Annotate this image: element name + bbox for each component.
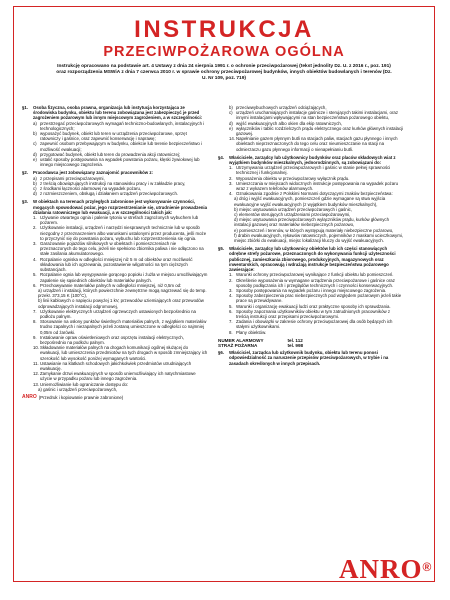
item-text: Zadania i obowiązki w zakresie ochrony przeciwpożarowej dla osób będących ich stałymi użytkownikami.	[236, 319, 393, 330]
item-text: Instalowanie opraw oświetleniowych oraz osprzętu instalacji elektrycznych, bezpośrednio na podłożu palnym.	[40, 334, 184, 345]
section-body	[229, 155, 404, 243]
alarm-phone: tel. 998	[287, 342, 304, 348]
item-text: Utrzymywania urządzeń przeciwpożarowych i gaśnic w stanie pełnej sprawności technicznej i funkcjonalnej.	[236, 165, 391, 176]
section-body	[33, 170, 208, 196]
item-marker: 1.	[229, 272, 233, 278]
item-marker: 2.	[33, 225, 37, 231]
item-text: przeciwwybuchowych urządzeń odciążających,	[236, 105, 327, 110]
section-body	[229, 105, 404, 152]
alarm-label: NUMER ALARMOWY	[218, 337, 264, 343]
item-text: Użytkowanie instalacji, urządzeń i narzędzi niesprawnych technicznie lub w sposób niezgodny z przeznaczeniem albo warunkami ustalonymi przez producenta, jeśli może to przyczynić się do powstania pożaru, wybuchu lub rozprzestrzenienia się ognia.	[40, 225, 207, 241]
item-text: z rozmieszczeniem, obsługą i działaniem urządzeń przeciwpożarowych.	[40, 191, 179, 197]
item-marker: 4.	[33, 256, 37, 262]
poster-title: INSTRUKCJA	[134, 16, 314, 43]
section-right_sections-1	[218, 155, 404, 243]
item-marker: 6.	[229, 308, 233, 314]
item-marker: 6.	[33, 282, 37, 288]
item-marker: a)	[33, 120, 37, 126]
item-text: Rozpalanie ognia lub wysypywanie gorącego popiołu i żużla w miejscu umożliwiającym zapalenie się sąsiednich obiektów lub materiałów palnych.	[40, 272, 208, 283]
alarm-label: STRAŻ POŻARNA	[218, 342, 258, 348]
copyright-note	[22, 395, 208, 400]
item-marker: c)	[229, 110, 233, 116]
list-item	[33, 157, 208, 167]
list-item	[33, 141, 208, 151]
list-item	[33, 335, 208, 345]
item-text: Rozpalanie ogniska w odległości mniejszej niż 5 m od obiektów oraz możliwość składowania lub ich ogrzewania, pozostawienie wilgotności na tym cięższych substancjach.	[40, 256, 193, 273]
list-item	[229, 126, 404, 136]
section-number: §2.	[22, 170, 29, 176]
item-marker: d)	[229, 120, 233, 126]
item-text: Zamykanie drzwi ewakuacyjnych w sposób uniemożliwiający ich natychmiastowe użycie w przypadku pożaru lub innego zagrożenia.	[40, 371, 196, 382]
item-text: Składowanie materiałów palnych na drogach komunikacji ogólnej służącej do ewakuacji, lub umieszczenia przedmiotów na tych drogach w sposób zmniejszający ich szerokość lub wysokość poniżej wymaganych wartości.	[40, 345, 208, 361]
item-marker: e)	[229, 125, 233, 131]
list-item	[33, 215, 208, 225]
item-marker: 14.	[229, 136, 236, 142]
list-item	[229, 293, 404, 303]
item-text: d) miejsc usytuowania przeciwpożarowych wyłączników prądu, kurków głównych instalacji gazowej oraz materiałów niebezpiecznych pożarowo,	[234, 217, 389, 228]
legal-basis-intro: Instrukcję opracowano na podstawie art. 4 Ustawy z dnia 24 sierpnia 1991 r. o ochronie przeciwpożarowej (tekst jednolity Dz. U. z 2016 r., poz. 191) oraz rozporządzenia MSWiA z dnia 7 czerwca 2010 r. w sprawie ochrony przeciwpożarowej budynków, innych obiektów budowlanych i terenów (Dz. U. Nr 109, poz. 719)	[56, 64, 392, 82]
item-text: Określenie wyposażenia w wymagane urządzenia przeciwpożarowe i gaśnice oraz sposoby podłączania ich i przeglądów technicznych i czynności konserwacyjnych.	[236, 277, 395, 288]
item-text: Oznakowania zgodnie z Polskimi Normami dotyczącymi znaków bezpieczeństwa:	[236, 191, 393, 197]
item-text: Stosowanie na osłony punktów świetlnych materiałów palnych, z wyjątkiem materiałów trudno zapalnych i niezapalnych jeżeli zostaną umieszczone w odległości co najmniej 0,05m od żarówki.	[40, 319, 207, 335]
item-marker: 9.	[33, 334, 37, 340]
section-number: §1.	[22, 105, 29, 110]
list-item	[229, 110, 404, 120]
anro-logo	[339, 555, 432, 583]
section-number	[218, 105, 229, 152]
item-marker: 13.	[33, 381, 40, 387]
item-marker: 8.	[229, 329, 233, 335]
item-text: e) pomieszczeń i terenów, w których występują materiały niebezpieczne pożarowo,	[234, 227, 394, 233]
item-marker: b)	[229, 105, 233, 110]
item-marker: d)	[33, 151, 37, 157]
item-text: zapewnić osobom przebywającym w budynku, obiekcie lub terenie bezpieczeństwo i możliwość ewakuacji;	[40, 141, 203, 152]
list-item	[229, 181, 404, 191]
item-marker: b)	[33, 131, 37, 137]
section-left_sections-1	[22, 170, 208, 196]
item-marker: e)	[33, 157, 37, 163]
list-item	[33, 288, 208, 298]
list-item	[229, 196, 404, 206]
section-body	[229, 246, 404, 334]
item-text: Umieszczania w miejscach widocznych instrukcje postępowania na wypadek pożaru wraz z wykazem telefonów alarmowych.	[236, 180, 399, 192]
list-item	[33, 131, 208, 141]
list-item	[33, 191, 208, 196]
section-body	[33, 199, 208, 392]
list-item	[229, 309, 404, 319]
item-text: wyjść ewakuacyjnych albo okien dla ekip ratowniczych,	[236, 120, 342, 126]
list-item	[33, 225, 208, 241]
item-text: b) miejsc usytuowania urządzeń przeciwpożarowych i gaśnic,	[234, 206, 353, 212]
item-text: z środkami łączności alarmowej na wypadek pożaru,	[40, 186, 142, 192]
item-text: Wyposażenia obiektu w przeciwpożarowy wyłącznik prądu.	[236, 175, 350, 181]
mini-anro-logo: ANRO	[22, 393, 37, 400]
section-heading: Pracodawca jest zobowiązany zaznajomić pracowników z:	[33, 170, 153, 176]
alarm-phone: tel. 112	[287, 337, 303, 343]
section-heading: Osoba fizyczna, osoba prawna, organizacja lub instytucja korzystająca ze środowiska budynku, obiektu lub terenu zobowiązana jest zabezpieczyć je przed zagrożeniem pożarowym lub innym miejscowym zagrożeniem, a w szczególności:	[33, 105, 203, 121]
alarm-table	[218, 338, 307, 348]
item-marker: b)	[33, 180, 37, 186]
section-number: §5.	[218, 246, 225, 252]
item-marker: 2.	[229, 277, 233, 283]
item-marker: 1.	[33, 215, 37, 221]
copyright-text: (Przedruk i kopiowanie prawnie zabronione)	[38, 394, 124, 400]
item-text: przestrzegać przeciwpożarowych wymagań techniczno-budowlanych, instalacyjnych i technologicznych;	[40, 120, 205, 131]
item-text: Warunki i organizację ewakuacji ludzi oraz praktyczne sposoby ich sprawdzania.	[236, 303, 391, 309]
item-marker: 4.	[229, 191, 233, 197]
list-item	[229, 319, 404, 329]
item-text: c) elementów sterujących urządzeniami przeciwpożarowymi,	[234, 212, 351, 218]
section-6	[218, 350, 404, 366]
section-number: §6.	[218, 350, 225, 356]
item-text: wyposażyć budynek, obiekt lub teren w urządzenia przeciwpożarowe, sprzęt ratowniczy i gaśnice, oraz zapewnić konserwację i naprawę;	[40, 131, 187, 142]
item-text: Przechowywanie materiałów palnych w odległości mniejszej, niż 0,5m od:	[40, 282, 182, 288]
item-marker: 11.	[33, 360, 39, 366]
section-right_sections-0	[218, 105, 404, 152]
item-text: Garażowanie pojazdów silnikowych w obiektach i pomieszczeniach nie przeznaczonych do tego celu, jeżeli nie spełniono zbiornika paliwa i nie odłączono na stałe zasilania akumulatorowego.	[40, 241, 204, 257]
alarm-numbers	[218, 338, 404, 348]
anro-logo-text: ANRO	[339, 554, 423, 584]
item-text: przygotować budynek, obiekt lub teren do prowadzenia akcji ratowniczej;	[40, 151, 181, 157]
section-heading: W obiektach na terenach przyległych zabronione jest wykonywanie czynności, mogących spowodować pożar, jego rozprzestrzenianie się, utrudnienie prowadzenia działania ratowniczego lub ewakuacji, a w szczególności takich jak:	[33, 199, 208, 215]
item-text: Sposoby zabezpieczenia prac niebezpiecznych pod względem pożarowym jeżeli takie prace są przewidywane.	[236, 293, 402, 304]
item-marker: 7.	[229, 319, 233, 325]
right-column	[218, 105, 404, 369]
list-item	[33, 371, 208, 381]
list-item	[33, 272, 208, 282]
item-marker: 3.	[229, 180, 233, 186]
section-number: §4.	[218, 154, 225, 160]
item-text: ustalić sposoby postępowania na wypadek powstania pożaru, klęski żywiołowej lub innego miejscowego zagrożenia.	[40, 157, 200, 168]
item-text: Uniemożliwianie lub ograniczanie dostępu do:	[40, 381, 129, 387]
item-text: Sposoby zapoznania użytkowników obiektu w tym zatrudnionych pracowników z treścią instrukcji oraz przepisami przeciwpożarowymi.	[236, 308, 391, 319]
list-item	[33, 361, 208, 371]
item-text: b) linii kablowych o napięciu powyżej 1 kV, przewodów uziemiających oraz przewodów odprowadzających instalacji odgromowej,	[38, 298, 204, 309]
item-text: Ustawianie na klatkach schodowych jakichkolwiek przedmiotów utrudniających ewakuację.	[40, 360, 192, 371]
section-heading: Właściciel, zarządca lub użytkownik budynku, obiektu lub terenu ponosi odpowiedzialność za naruszenie przepisów przeciwpożarowych, w trybie i na zasadach określonych w innych przepisach.	[229, 350, 389, 366]
left-column	[22, 105, 208, 400]
section-body	[33, 105, 208, 167]
list-item	[33, 319, 208, 335]
item-text: f) drabin ewakuacyjnych, rękawów ratowniczych, pojemników z maskami ucieczkowymi, miejsc zbiórki do ewakuacji, miejsc lokalizacji kluczy do wyjść ewakuacyjnych.	[234, 232, 403, 244]
item-text: Użytkowanie elektrycznych urządzeń ogrzewczych ustawionych bezpośrednio na podłożu palnym.	[40, 308, 196, 319]
list-item	[33, 257, 208, 273]
item-marker: a)	[33, 175, 37, 181]
item-marker: 3.	[229, 287, 233, 293]
item-marker: 8.	[33, 319, 37, 325]
list-item	[229, 233, 404, 243]
item-text: a) gaśnic i urządzeń przeciwpożarowych,	[38, 386, 118, 392]
section-right_sections-2	[218, 246, 404, 334]
section-left_sections-0	[22, 105, 208, 167]
item-text: Napełnianie gazem płynnym butli na stacjach paliw, stacjach gazu płynnego i innych obiektach nieprzeznaczonych do tego celu oraz nieumieszczanie na stacji na odmierzaczu gazu płynnego informacji o nienapełnianiu butli.	[236, 136, 398, 152]
section-left_sections-2	[22, 199, 208, 392]
item-text: z przepisami przeciwpożarowymi,	[40, 175, 105, 181]
item-marker: 12.	[33, 371, 40, 377]
item-text: Plany obiektów.	[236, 329, 267, 335]
list-item	[229, 136, 404, 152]
list-item	[33, 309, 208, 319]
list-item	[33, 345, 208, 361]
list-item	[229, 217, 404, 227]
item-marker: c)	[33, 186, 37, 192]
poster-body	[22, 105, 404, 560]
item-marker: 5.	[229, 303, 233, 309]
list-item	[33, 121, 208, 131]
item-marker: 10.	[33, 345, 40, 351]
item-text: z treścią obowiązujących instrukcji na stanowisku pracy i w zakładzie pracy,	[40, 180, 186, 186]
item-text: a) urządzeń i instalacji, których powierzchnie zewnętrzne mogą nagrzewać się do temp. przekr. 373,15 K (100°C),	[38, 287, 207, 299]
section-heading: Właściciele, zarządcy lub użytkownicy budynków oraz placów składowych wiat z wyjątkiem budynków mieszkalnych, jednorodzinnych, są zobowiązani do:	[229, 154, 396, 166]
item-marker: 1.	[229, 165, 233, 171]
item-text: urządzeń uruchamiających instalacje gaśnicze i sterujących takimi instalacjami, oraz innymi instalacjami wpływającymi na stan bezpieczeństwa pożarowego obiektu,	[236, 110, 398, 121]
list-item	[229, 278, 404, 288]
list-item	[229, 330, 404, 335]
item-text: a) dróg i wyjść ewakuacyjnych, pomieszczeń gdzie wymagane są stwa wyjścia ewakuacyjne wyjść ewakuacyjnych (z wyjątkiem budynków mieszkalnych),	[234, 196, 386, 207]
item-marker: 2.	[229, 175, 233, 181]
item-marker: 3.	[33, 241, 37, 247]
item-text: Sposoby postępowania na wypadek pożaru i innego miejscowego zagrożenia.	[236, 287, 387, 293]
item-text: wyłączników i tablic rozdzielczych prądu elektrycznego oraz kurków głównych instalacji gazowej.	[236, 125, 404, 137]
item-marker: d)	[33, 191, 37, 197]
item-text: Używanie otwartego ognia i palenie tytoniu w strefach zagrożonych wybuchem lub pożarem.	[40, 215, 199, 226]
item-marker: 4.	[229, 293, 233, 299]
section-number: §3.	[22, 199, 29, 205]
list-item	[33, 387, 208, 392]
poster-subtitle: PRZECIWPOŻAROWA OGÓLNA	[103, 44, 345, 60]
list-item	[33, 241, 208, 257]
item-marker: 7.	[33, 308, 37, 314]
alarm-row	[218, 343, 307, 348]
item-marker: c)	[33, 141, 37, 147]
list-item	[229, 165, 404, 175]
item-text: Warunki ochrony przeciwpożarowej wynikające z funkcji obiektu lub pomieszczeń.	[236, 272, 394, 278]
section-heading: Właściciele, zarządcy lub użytkownicy obiektów lub ich części stanowiących odrębne strefy pożarowe, przeznaczonych do wykonywania funkcji użyteczności publicznej, zamieszkania zbiorowego, produkcyjnych, magazynowych oraz inwentarskich, opracowują i wdrażają instrukcje bezpieczeństwa pożarowego zawierające:	[229, 246, 396, 273]
item-marker: 5.	[33, 272, 37, 278]
registered-mark: ®	[422, 560, 433, 574]
list-item	[33, 298, 208, 308]
